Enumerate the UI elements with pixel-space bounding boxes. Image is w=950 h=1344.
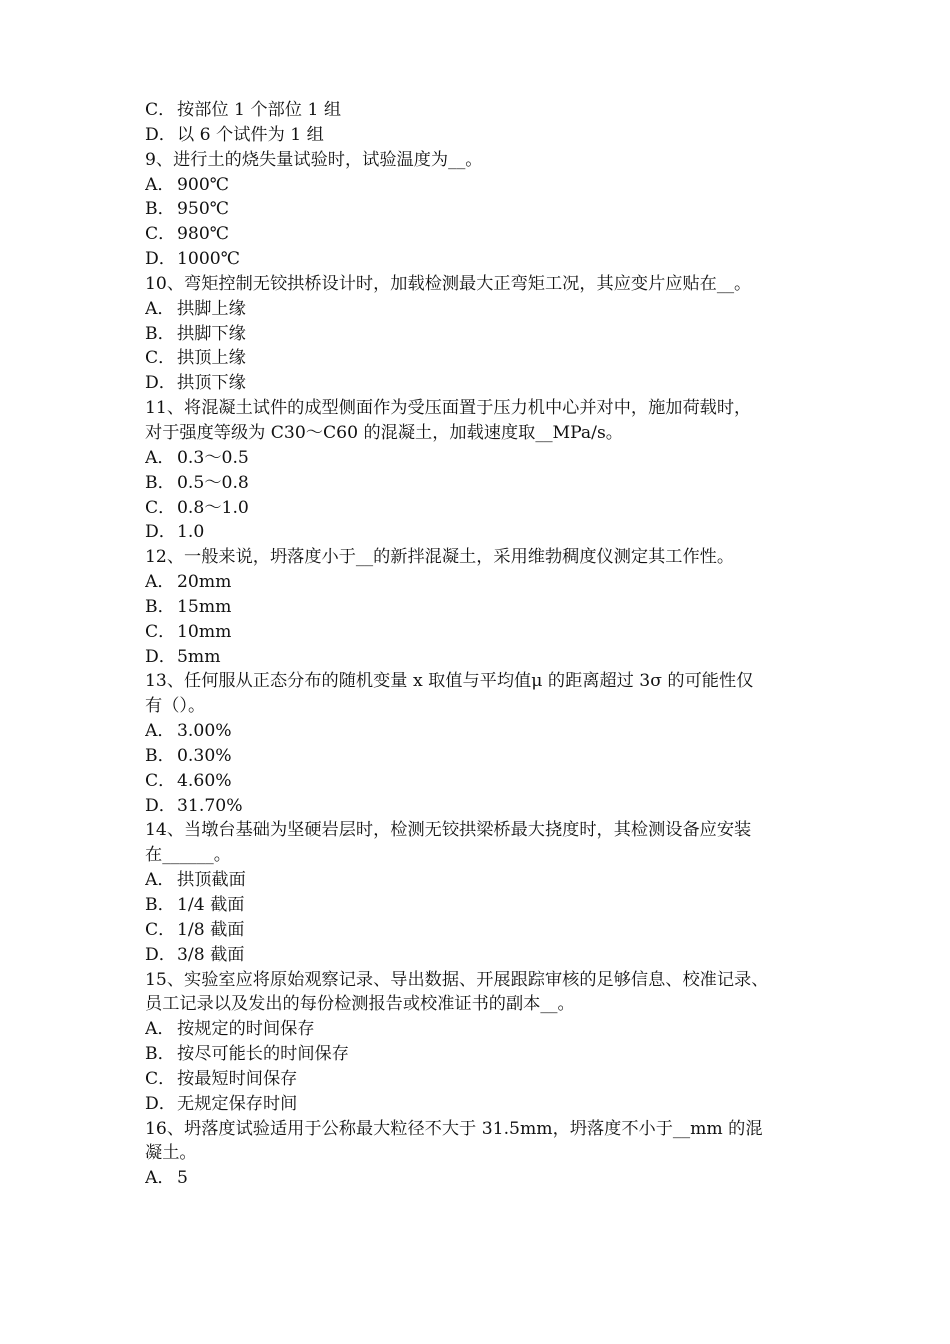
option-text: 20mm	[177, 572, 232, 593]
option-text: 按规定的时间保存	[177, 1019, 315, 1040]
option-text: 5	[177, 1168, 188, 1189]
option-text: 1000℃	[177, 249, 240, 270]
question-stem-line-1: 15、实验室应将原始观察记录、导出数据、开展跟踪审核的足够信息、校准记录、	[145, 969, 769, 990]
question-stem-line-2: 对于强度等级为 C30～C60 的混凝土，加载速度取__MPa/s。	[145, 422, 623, 443]
option-letter: C．	[145, 1068, 176, 1089]
option-prev-c	[145, 98, 813, 123]
option-text: 1/8 截面	[177, 919, 245, 940]
option-text: 0.8～1.0	[177, 497, 249, 518]
option-text: 0.5～0.8	[177, 472, 249, 493]
option-letter: C．	[145, 224, 176, 245]
option-c	[145, 1067, 813, 1092]
option-text: 980℃	[177, 224, 230, 245]
option-letter: B．	[145, 199, 175, 220]
question-stem: 12、一般来说，坍落度小于__的新拌混凝土，采用维勃稠度仪测定其工作性。	[145, 547, 735, 568]
option-text: 15mm	[177, 596, 232, 617]
option-a	[145, 868, 813, 893]
option-letter: D．	[145, 124, 176, 145]
option-a	[145, 446, 813, 471]
question-stem-line-1: 13、任何服从正态分布的随机变量 x 取值与平均值μ 的距离超过 3σ 的可能性仅	[145, 671, 754, 692]
option-letter: B．	[145, 323, 175, 344]
option-letter: C．	[145, 621, 176, 642]
option-letter: C．	[145, 348, 176, 369]
option-text: 拱顶截面	[177, 870, 246, 891]
option-text: 5mm	[177, 646, 221, 667]
exam-page	[145, 98, 813, 1191]
option-b	[145, 744, 813, 769]
option-text: 950℃	[177, 199, 230, 220]
option-text: 3.00%	[177, 721, 232, 742]
option-letter: B．	[145, 472, 175, 493]
question-stem-line-2: 员工记录以及发出的每份检测报告或校准证书的副本__。	[145, 994, 575, 1015]
option-c	[145, 346, 813, 371]
option-letter: B．	[145, 895, 175, 915]
option-letter: A．	[145, 1019, 175, 1040]
option-letter: D．	[145, 522, 176, 543]
option-d	[145, 794, 813, 819]
option-c	[145, 222, 813, 247]
option-d	[145, 943, 813, 968]
option-text: 无规定保存时间	[177, 1093, 298, 1114]
option-text: 拱脚上缘	[177, 298, 246, 319]
option-c	[145, 620, 813, 645]
option-b	[145, 595, 813, 620]
option-letter: C．	[145, 919, 176, 940]
question-stem-line-1: 14、当墩台基础为坚硬岩层时，检测无铰拱梁桥最大挠度时，其检测设备应安装	[145, 820, 752, 841]
option-letter: A．	[145, 447, 175, 468]
option-letter: A．	[145, 721, 175, 742]
option-b	[145, 197, 813, 222]
option-b	[145, 893, 813, 918]
option-text: 4.60%	[177, 770, 232, 791]
option-a	[145, 173, 813, 198]
option-d	[145, 1092, 813, 1117]
option-prev-d	[145, 123, 813, 148]
question-stem-line-1: 16、坍落度试验适用于公称最大粒径不大于 31.5mm，坍落度不小于__mm 的混	[145, 1118, 763, 1139]
question-stem: 10、弯矩控制无铰拱桥设计时，加载检测最大正弯矩工况，其应变片应贴在__。	[145, 273, 752, 294]
option-letter: B．	[145, 596, 175, 617]
option-letter: A．	[145, 298, 175, 319]
option-text: 以 6 个试件为 1 组	[177, 124, 324, 145]
option-text: 按部位 1 个部位 1 组	[177, 100, 342, 120]
question-stem-line-2: 有（）。	[145, 696, 206, 717]
option-letter: B．	[145, 1044, 175, 1065]
option-c	[145, 918, 813, 943]
option-letter: D．	[145, 249, 176, 270]
option-text: 拱顶上缘	[177, 348, 246, 369]
option-d	[145, 371, 813, 396]
option-letter: C．	[145, 770, 176, 791]
question-10	[145, 272, 813, 396]
option-text: 3/8 截面	[177, 944, 245, 965]
question-15	[145, 968, 813, 1117]
option-text: 10mm	[177, 621, 232, 642]
option-letter: A．	[145, 572, 175, 593]
option-letter: C．	[145, 497, 176, 518]
option-text: 1/4 截面	[177, 895, 245, 915]
option-letter: D．	[145, 795, 176, 816]
option-text: 900℃	[177, 174, 230, 195]
option-text: 按最短时间保存	[177, 1068, 298, 1089]
option-text: 31.70%	[177, 795, 243, 816]
option-text: 按尽可能长的时间保存	[177, 1044, 349, 1065]
option-letter: A．	[145, 1168, 175, 1189]
question-stem-line-2: 在______。	[145, 845, 231, 866]
question-13	[145, 669, 813, 818]
option-text: 1.0	[177, 522, 205, 543]
question-11	[145, 396, 813, 545]
option-d	[145, 645, 813, 670]
option-letter: A．	[145, 174, 175, 195]
option-b	[145, 1042, 813, 1067]
option-letter: D．	[145, 373, 176, 394]
option-letter: B．	[145, 745, 175, 766]
option-text: 0.3～0.5	[177, 447, 249, 468]
question-16	[145, 1117, 813, 1192]
option-letter: C．	[145, 100, 176, 120]
option-a	[145, 570, 813, 595]
option-b	[145, 471, 813, 496]
question-9	[145, 148, 813, 272]
option-letter: A．	[145, 870, 175, 891]
question-stem: 9、进行土的烧失量试验时，试验温度为__。	[145, 149, 483, 170]
option-text: 拱脚下缘	[177, 323, 246, 344]
option-a	[145, 1017, 813, 1042]
option-d	[145, 520, 813, 545]
option-a	[145, 1166, 813, 1191]
question-stem-line-1: 11、将混凝土试件的成型侧面作为受压面置于压力机中心并对中，施加荷载时，	[145, 398, 752, 419]
option-c	[145, 496, 813, 521]
option-letter: D．	[145, 944, 176, 965]
option-c	[145, 769, 813, 794]
question-14	[145, 818, 813, 967]
option-a	[145, 297, 813, 322]
option-text: 拱顶下缘	[177, 373, 246, 394]
question-stem-line-2: 凝土。	[145, 1143, 197, 1164]
option-letter: D．	[145, 1093, 176, 1114]
prev-question-options	[145, 98, 813, 148]
option-b	[145, 322, 813, 347]
option-a	[145, 719, 813, 744]
option-letter: D．	[145, 646, 176, 667]
question-12	[145, 545, 813, 669]
option-text: 0.30%	[177, 745, 232, 766]
option-d	[145, 247, 813, 272]
